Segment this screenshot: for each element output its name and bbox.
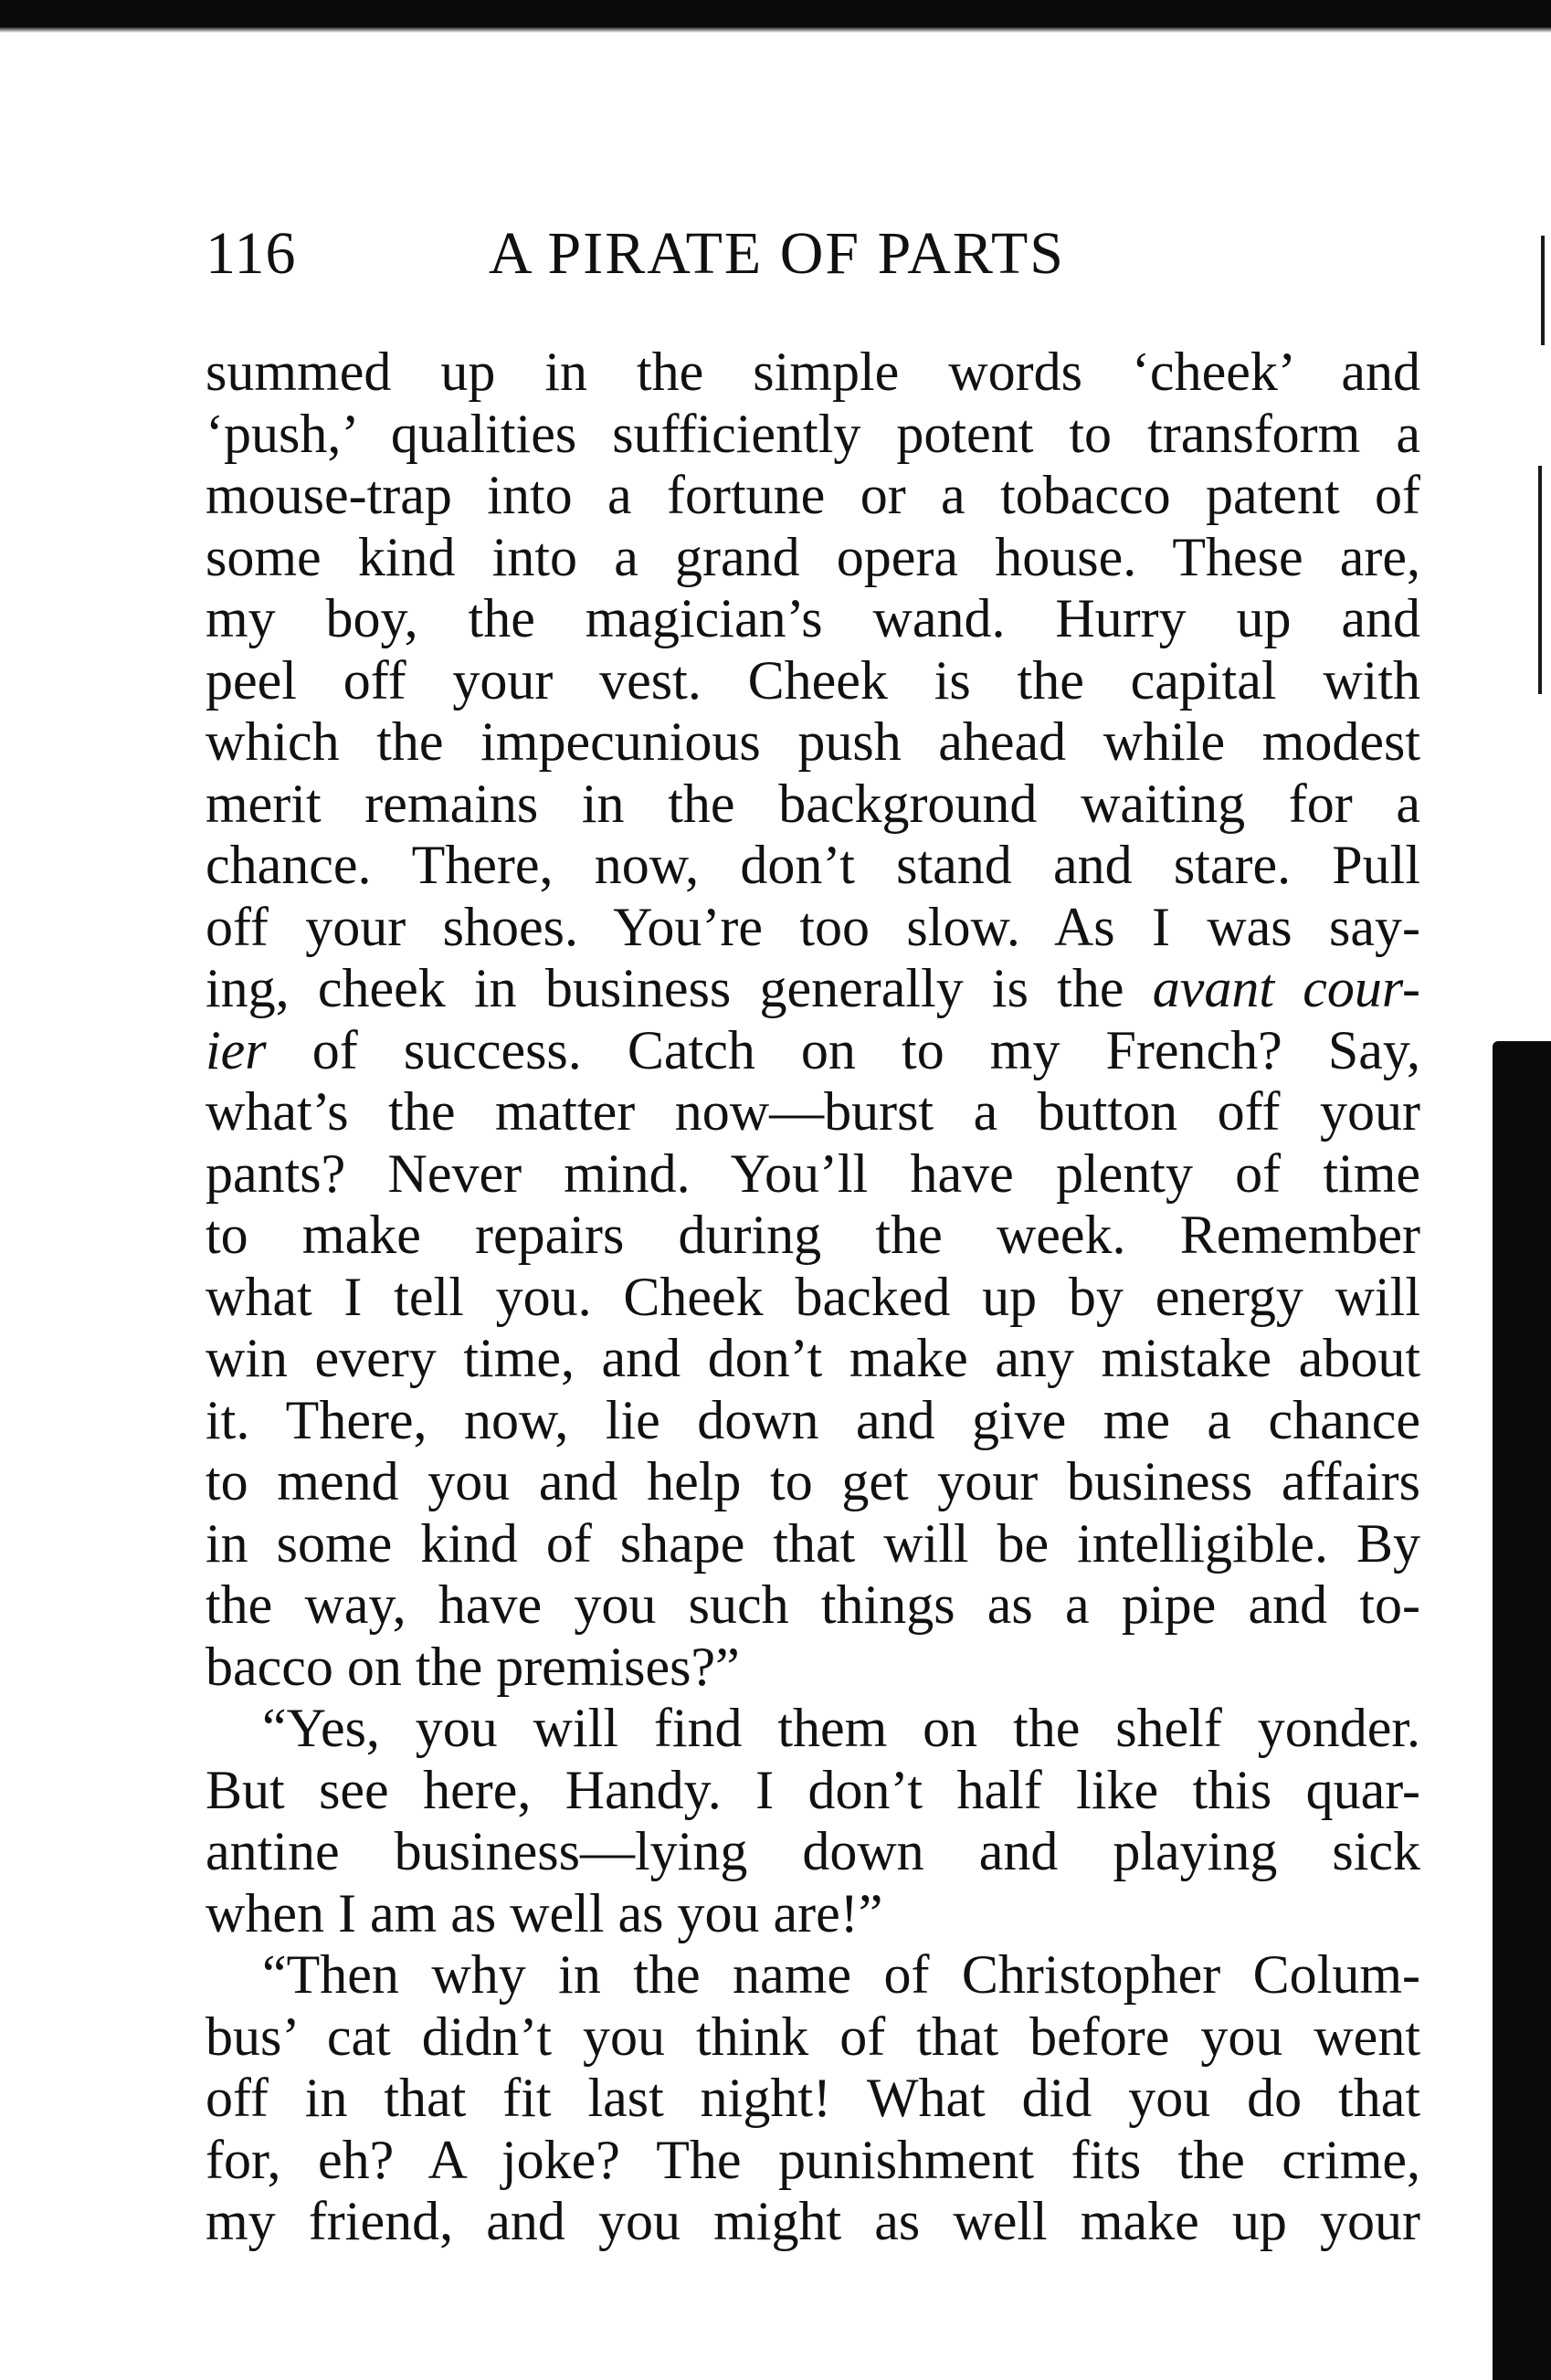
scan-edge-mark-upper <box>1541 236 1545 345</box>
text-line: summed up in the simple words ‘cheek’ and <box>206 342 1420 402</box>
text-line: ing, cheek in business generally is the avant cour- <box>206 958 1420 1018</box>
text-line: merit remains in the background waiting for a <box>206 773 1420 834</box>
book-title: A PIRATE OF PARTS <box>489 220 1065 287</box>
text-line: when I am as well as you are!” <box>206 1882 883 1943</box>
text-line: antine business—lying down and playing sick <box>206 1821 1420 1881</box>
text-line: off in that fit last night! What did you do that <box>206 2068 1420 2128</box>
text-line: “Yes, you will find them on the shelf yonder. <box>262 1698 1420 1758</box>
text-line: But see here, Handy. I don’t half like this quar- <box>206 1759 1420 1820</box>
scan-edge-shadow <box>1493 1041 1551 2380</box>
text-line: my friend, and you might as well make up your <box>206 2191 1420 2251</box>
text-line: to make repairs during the week. Remember <box>206 1205 1420 1265</box>
text-line: what I tell you. Cheek backed up by energy will <box>206 1266 1420 1327</box>
text-line: to mend you and help to get your business affairs <box>206 1451 1420 1511</box>
text-line: chance. There, now, don’t stand and stare. Pull <box>206 835 1420 895</box>
text-line: for, eh? A joke? The punishment fits the crime, <box>206 2129 1420 2190</box>
text-line: pants? Never mind. You’ll have plenty of time <box>206 1143 1420 1204</box>
body-text <box>206 342 1420 2253</box>
text-line: my boy, the magician’s wand. Hurry up and <box>206 588 1420 648</box>
scan-edge-mark-middle <box>1538 466 1542 694</box>
text-line: bacco on the premises?” <box>206 1636 740 1697</box>
text-line: what’s the matter now—burst a button off your <box>206 1081 1420 1142</box>
text-line: it. There, now, lie down and give me a chance <box>206 1389 1420 1450</box>
text-line: win every time, and don’t make any mistake about <box>206 1328 1420 1388</box>
text-line: in some kind of shape that will be intelligible. By <box>206 1512 1420 1574</box>
running-head <box>206 217 1420 290</box>
top-scan-rule <box>0 0 1551 27</box>
text-line: peel off your vest. Cheek is the capital with <box>206 649 1420 711</box>
top-scan-rule-fade <box>0 27 1551 33</box>
italic-phrase: avant cour- <box>1152 958 1420 1018</box>
text-line: the way, have you such things as a pipe and to- <box>206 1574 1420 1635</box>
text-line: ‘push,’ qualities sufficiently potent to transform a <box>206 403 1420 464</box>
text-line: bus’ cat didn’t you think of that before you went <box>206 2006 1420 2067</box>
text-line: which the impecunious push ahead while modest <box>206 711 1420 772</box>
text-line: ier of success. Catch on to my French? Say, <box>206 1019 1420 1080</box>
page-number: 116 <box>206 220 297 287</box>
text-line: off your shoes. You’re too slow. As I was say- <box>206 896 1420 957</box>
text-line: mouse-trap into a fortune or a tobacco patent of <box>206 465 1420 525</box>
text-line: some kind into a grand opera house. These are, <box>206 526 1420 587</box>
text-line: “Then why in the name of Christopher Colum- <box>262 1944 1420 2005</box>
italic-phrase: ier <box>206 1019 267 1080</box>
